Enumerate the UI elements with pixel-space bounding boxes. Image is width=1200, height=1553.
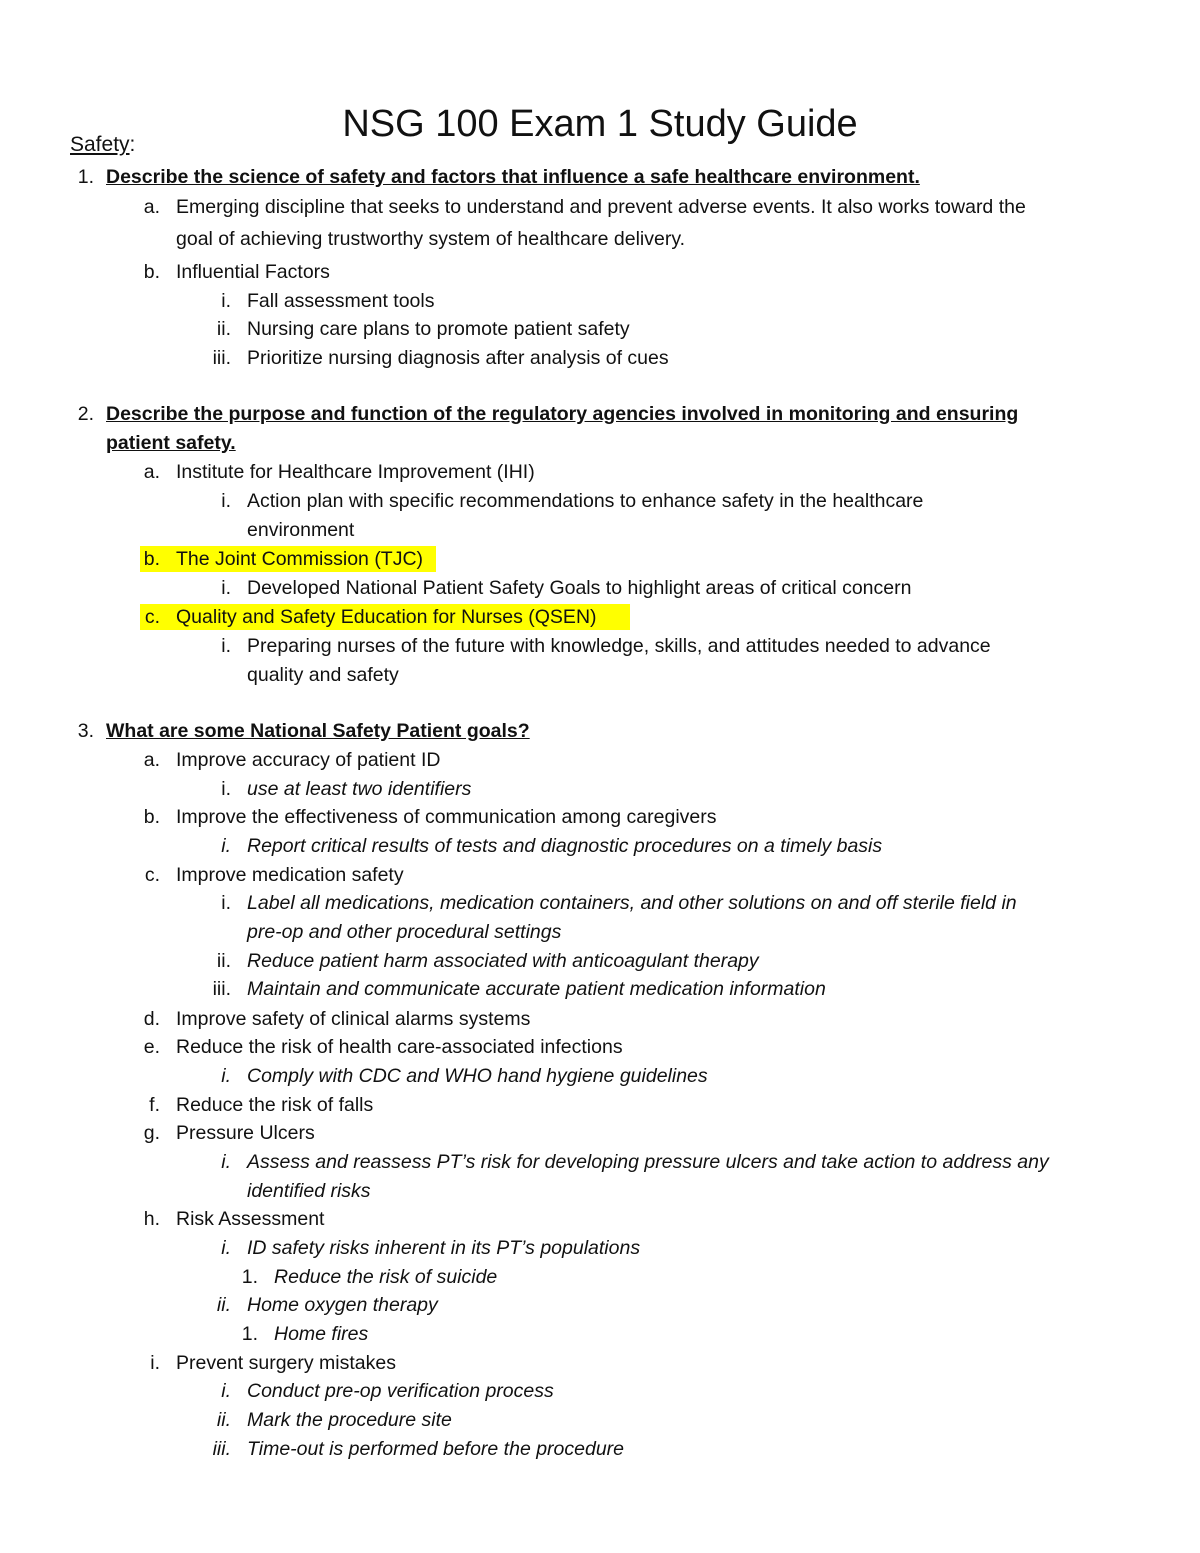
question-number: 3. xyxy=(77,720,94,742)
question-text: Describe the purpose and function of the regulatory agencies involved in monitoring and ensuring xyxy=(106,403,1019,425)
sub-list-item-continued: identified risks xyxy=(247,1180,371,1202)
question-text: What are some National Safety Patient goals? xyxy=(106,720,530,742)
section-heading-text: Safety xyxy=(70,133,130,156)
question-number: 1. xyxy=(77,166,94,188)
sub-list-item-continued: environment xyxy=(247,519,355,541)
document-page: NSG 100 Exam 1 Study Guide Safety: 1. Describe the science of safety and factors that influence a safe healthcare environment. a. Emerging discipline that seeks to understand and prevent adverse events. It also works toward the goal of achieving trustworthy system of healthcare delivery. b. Influential Factors i. Fall assessment tools ii. Nursing care plans to promote patient safety iii. Prioritize nursing diagnosis after analysis of cues 2. Describe the purpose and function of the regulatory agencies involved in monitoring and ensuring patient safety. a. Institute for Healthcare Improvement (IHI) i. Action plan with specific recommendations to enhance safety in the healthcare environment b. The Joint Commission (TJC) i. Developed National Patient Safety Goals to highlight areas of critical concern c. Quality and Safety Education for Nurses (QSEN) i. Preparing nurses of the future with knowledge, skills, and attitudes needed to advance quality and safety 3. What are some National Safety Patient goals? a. Improve accuracy of patient ID i. use at least two identifiers b. Improve the effectiveness of communication among caregivers i. Report critical results of tests and diagnostic procedures on a timely basis c. Improve medication safety i. Label all medications, medication containers, and other solutions on and off sterile field in pre-op and other procedural settings ii. Reduce patient harm associated with anticoagulant therapy iii. Maintain and communicate accurate patient medication information d. Improve safety of clinical alarms systems e. Reduce the risk of health care-associated infections i. Comply with CDC and WHO hand hygiene guidelines f. Reduce the risk of falls g. Pressure Ulcers i. Assess and reassess PT’s risk for developing pressure ulcers and take action to address any identified risks h. Risk Assessment i. ID safety risks inherent in its PT’s populations 1. Reduce the risk of suicide ii. Home oxygen therapy 1. Home fires i. Prevent surgery mistakes i. Conduct pre-op verification process ii. Mark the procedure site iii. Time-out is performed before the procedure xyxy=(0,0,1200,1553)
sub-list-item-continued: pre-op and other procedural settings xyxy=(247,921,562,943)
question-text: Describe the science of safety and factors that influence a safe healthcare environment. xyxy=(106,166,920,188)
page-title: NSG 100 Exam 1 Study Guide xyxy=(342,103,858,146)
list-item-continued: goal of achieving trustworthy system of healthcare delivery. xyxy=(176,228,686,250)
question-number: 2. xyxy=(77,403,94,425)
section-heading xyxy=(70,130,135,160)
section-heading-colon: : xyxy=(129,133,136,156)
sub-list-item-continued: quality and safety xyxy=(247,664,399,686)
question-text-continued: patient safety. xyxy=(106,432,236,454)
